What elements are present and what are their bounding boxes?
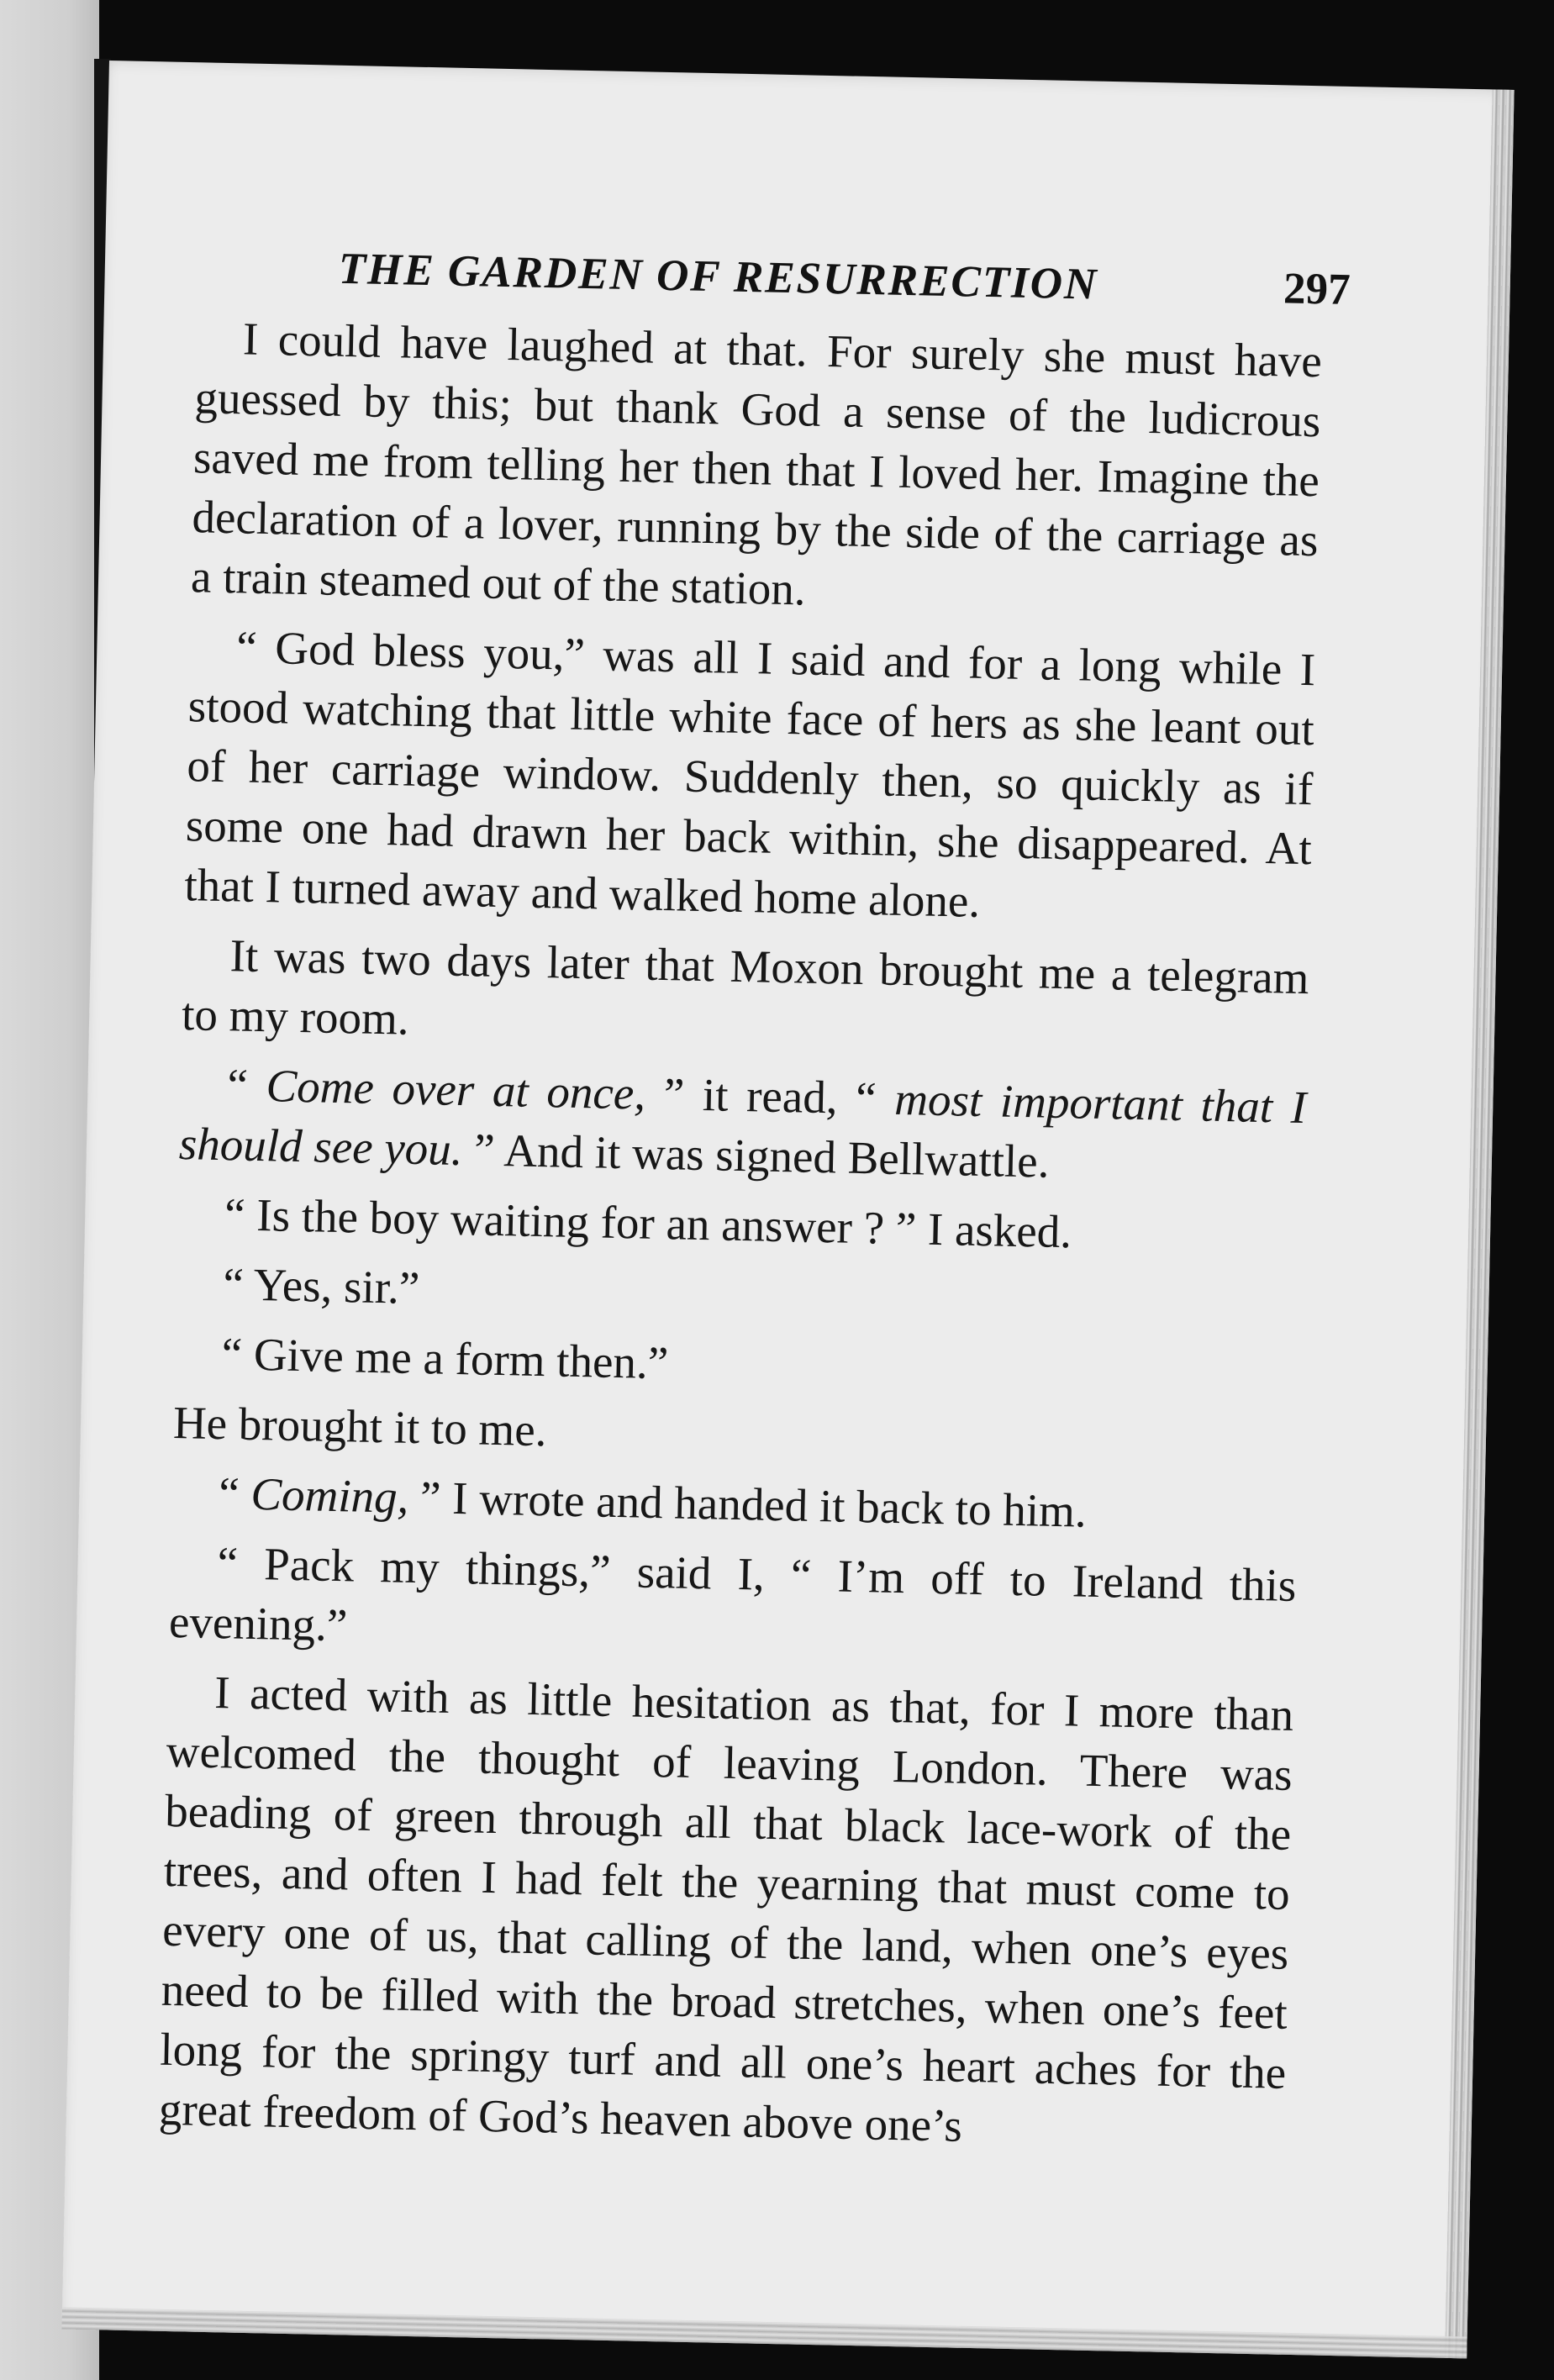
paragraph-6: “ Yes, sir.” [222,1258,420,1314]
paragraph-4 [178,1054,1307,1197]
telegram-tail: ” And it was signed Bellwattle. [473,1124,1051,1187]
paragraph-5: “ Is the boy waiting for an answer ? ” I asked. [224,1188,1072,1258]
coming-tail: ” I wrote and handed it back to him. [419,1472,1088,1537]
running-head: THE GARDEN OF RESURRECTION [338,244,1098,309]
page-edge [1445,89,1514,2358]
italic-coming: Coming, [250,1467,410,1523]
paragraph-10: “ Pack my things,” said I, “ I’m off to Ireland this evening.” [168,1537,1297,1651]
paragraph-1: I could have laughed at that. For surely she must have guessed by this; but thank God a sense of the ludicrous saved me from telling her then that I loved her. Imagine the declaration of a lover, running by the side of the carriage as a train steamed out of the station. [190,313,1323,615]
italic-telegram-1: Come over at once, [265,1060,646,1119]
paragraph-2: “ God bless you,” was all I said and for a long while I stood watching that little white face of hers as she leant out of her carriage window. Suddenly then, so quickly as if some one had drawn her back within, she disappeared. At that I turned away and walked home alone. [183,621,1316,927]
body-text [158,308,1323,2172]
paragraph-9 [171,1462,1299,1545]
paragraph-7: “ Give me a form then.” [221,1328,669,1389]
page-bottom-edge [61,2307,1467,2358]
italic-telegram-2: most important that I should see you. [178,1072,1307,1176]
quote-open: “ [226,1059,267,1112]
paragraph-8: He brought it to me. [172,1396,548,1456]
paragraph-3: It was two days later that Moxon brought me a telegram to my room. [181,929,1310,1045]
page-number: 297 [1283,264,1351,314]
paragraph-11: I acted with as little hesitation as that, for I more than welcomed the thought of leaving London. There was beading of green through all that black lace-work of the trees, and often I had felt the yearning that must come to every one of us, that calling of the land, when one’s eyes need to be filled with the broad stretches, when one’s feet long for the springy turf and all one’s heart aches for the great freedom of God’s heaven above one’s [158,1667,1294,2151]
coming-quote-open: “ [218,1467,252,1519]
book-page [61,61,1514,2358]
telegram-mid: ” it read, “ [663,1068,896,1124]
